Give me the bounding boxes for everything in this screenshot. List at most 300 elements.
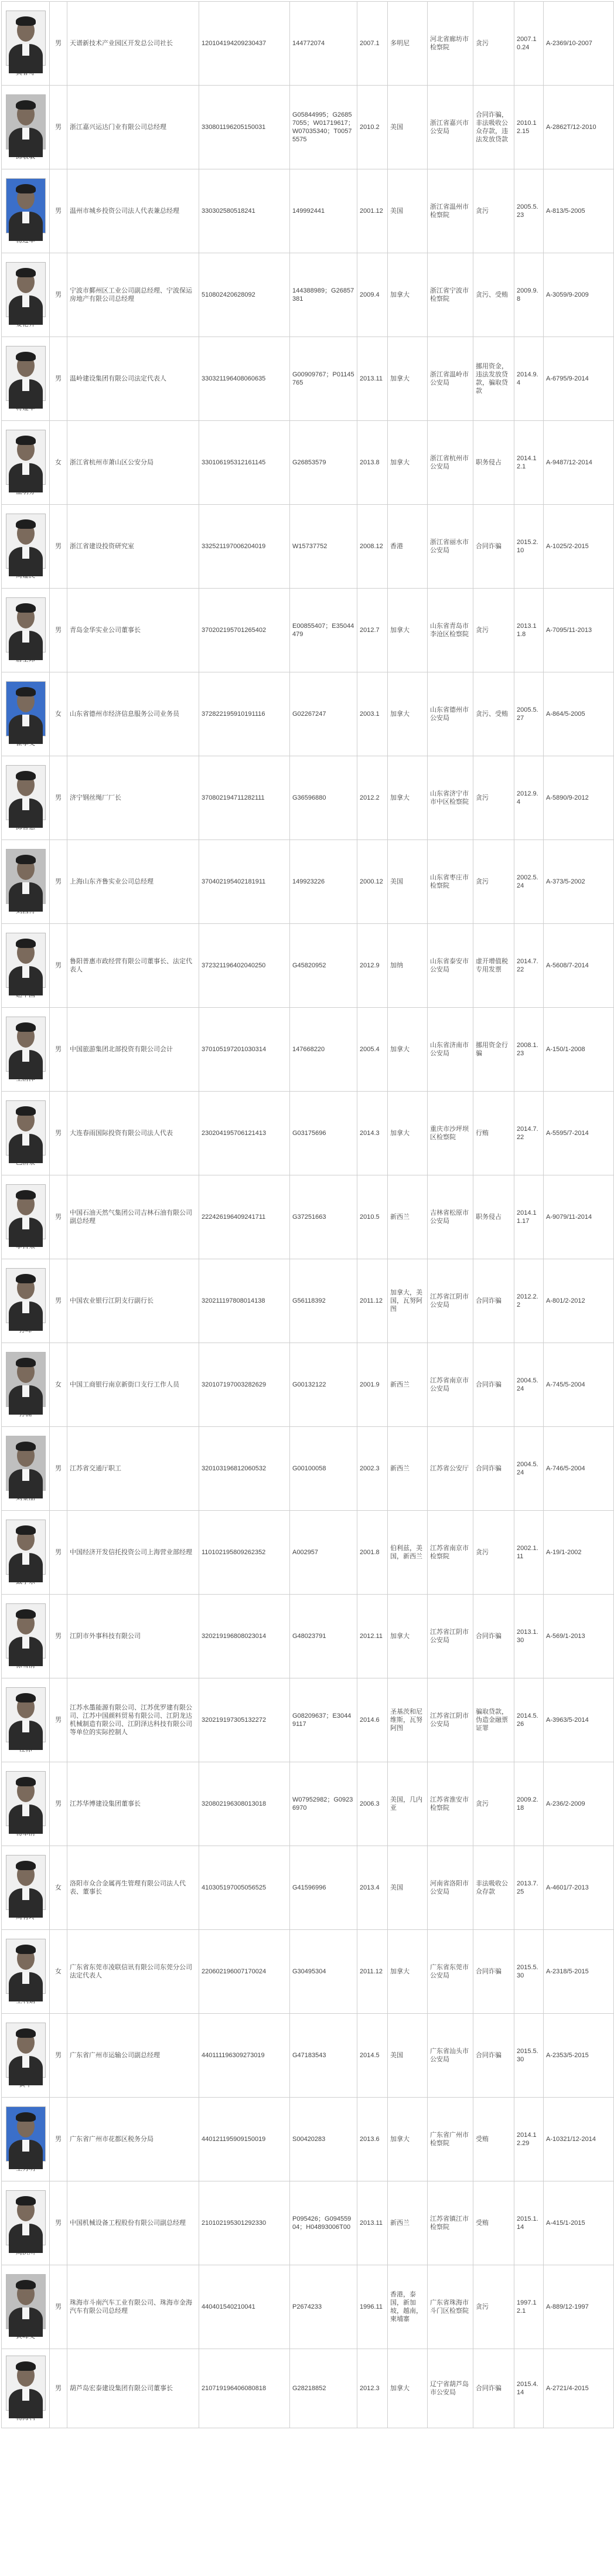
nationality-cell: 加拿大 bbox=[388, 589, 428, 672]
passport-issue-cell: 2010.2 bbox=[357, 86, 388, 169]
red-notice-number-cell: A-745/5-2004 bbox=[544, 1343, 614, 1427]
charge-cell: 非法吸收公众存款 bbox=[473, 1846, 514, 1930]
table-row bbox=[2, 505, 614, 589]
passport-cell: S00420283 bbox=[290, 2098, 357, 2181]
issue-date-cell: 2009.2.18 bbox=[514, 1762, 544, 1846]
passport-issue-cell: 2006.3 bbox=[357, 1762, 388, 1846]
passport-issue-cell: 2013.8 bbox=[357, 421, 388, 505]
nationality-cell: 香港 bbox=[388, 505, 428, 589]
passport-issue-cell: 2009.4 bbox=[357, 253, 388, 337]
nationality-cell: 加拿大 bbox=[388, 672, 428, 756]
passport-cell: P2674233 bbox=[290, 2265, 357, 2349]
red-notice-number-cell: A-864/5-2005 bbox=[544, 672, 614, 756]
issuing-authority-cell: 江苏省江阴市公安局 bbox=[428, 1595, 473, 1678]
charge-cell: 职务侵占 bbox=[473, 421, 514, 505]
red-notice-number-cell: A-889/12-1997 bbox=[544, 2265, 614, 2349]
charge-cell: 贪污 bbox=[473, 589, 514, 672]
issuing-authority-cell: 山东省青岛市李沧区检察院 bbox=[428, 589, 473, 672]
sex-cell: 男 bbox=[50, 840, 67, 924]
passport-issue-cell: 2012.7 bbox=[357, 589, 388, 672]
issue-date-cell: 2005.5.27 bbox=[514, 672, 544, 756]
portrait-photo bbox=[6, 597, 46, 653]
portrait-photo bbox=[6, 514, 46, 569]
issue-date-cell: 2005.5.23 bbox=[514, 169, 544, 253]
table-row bbox=[2, 2098, 614, 2181]
issuing-authority-cell: 浙江省杭州市公安局 bbox=[428, 421, 473, 505]
passport-issue-cell: 2013.4 bbox=[357, 1846, 388, 1930]
sex-cell: 男 bbox=[50, 1175, 67, 1259]
organization-cell: 浙江省建设投资研究室 bbox=[67, 505, 199, 589]
table-row bbox=[2, 1511, 614, 1595]
nationality-cell: 加拿大 bbox=[388, 1595, 428, 1678]
portrait-photo bbox=[6, 1687, 46, 1742]
table-row bbox=[2, 86, 614, 169]
issuing-authority-cell: 山东省济宁市市中区检察院 bbox=[428, 756, 473, 840]
id-number-cell: 320211197808014138 bbox=[199, 1259, 290, 1343]
charge-cell: 贪污 bbox=[473, 840, 514, 924]
issuing-authority-cell: 广东省汕头市公安局 bbox=[428, 2014, 473, 2098]
passport-issue-cell: 2007.1 bbox=[357, 2, 388, 86]
sex-cell: 女 bbox=[50, 672, 67, 756]
fugitive-list bbox=[1, 1, 596, 2428]
id-number-cell: 320802196308013018 bbox=[199, 1762, 290, 1846]
sex-cell: 女 bbox=[50, 1930, 67, 2014]
passport-issue-cell: 2011.12 bbox=[357, 1259, 388, 1343]
charge-cell: 合同诈骗 bbox=[473, 1259, 514, 1343]
charge-cell: 挪用资金，违法发放贷款，骗取贷款 bbox=[473, 337, 514, 421]
charge-cell: 合同诈骗 bbox=[473, 1343, 514, 1427]
nationality-cell: 美国 bbox=[388, 840, 428, 924]
passport-cell: G37251663 bbox=[290, 1175, 357, 1259]
organization-cell: 广东省东莞市凌联信讯有限公司东莞分公司法定代表人 bbox=[67, 1930, 199, 2014]
passport-cell: G02267247 bbox=[290, 672, 357, 756]
red-notice-number-cell: A-2721/4-2015 bbox=[544, 2349, 614, 2428]
issuing-authority-cell: 浙江省宁波市检察院 bbox=[428, 253, 473, 337]
sex-cell: 男 bbox=[50, 2349, 67, 2428]
issuing-authority-cell: 广东省广州市检察院 bbox=[428, 2098, 473, 2181]
photo-cell bbox=[2, 2098, 50, 2181]
issue-date-cell: 2013.11.8 bbox=[514, 589, 544, 672]
red-notice-number-cell: A-5595/7-2014 bbox=[544, 1092, 614, 1175]
charge-cell: 受贿 bbox=[473, 2181, 514, 2265]
photo-cell bbox=[2, 2265, 50, 2349]
sex-cell: 男 bbox=[50, 2098, 67, 2181]
issue-date-cell: 2015.5.30 bbox=[514, 1930, 544, 2014]
sex-cell: 男 bbox=[50, 1678, 67, 1762]
charge-cell: 贪污、受贿 bbox=[473, 672, 514, 756]
photo-cell bbox=[2, 1678, 50, 1762]
issue-date-cell: 2015.1.14 bbox=[514, 2181, 544, 2265]
passport-cell: G30495304 bbox=[290, 1930, 357, 2014]
portrait-photo bbox=[6, 849, 46, 904]
organization-cell: 中国旅游集团北部投资有限公司会计 bbox=[67, 1008, 199, 1092]
passport-cell: 144388989；G26857381 bbox=[290, 253, 357, 337]
nationality-cell: 加纳 bbox=[388, 924, 428, 1008]
passport-issue-cell: 1996.11 bbox=[357, 2265, 388, 2349]
passport-issue-cell: 2010.5 bbox=[357, 1175, 388, 1259]
sex-cell: 男 bbox=[50, 1008, 67, 1092]
issue-date-cell: 2014.7.22 bbox=[514, 924, 544, 1008]
organization-cell: 温岭建设集团有限公司法定代表人 bbox=[67, 337, 199, 421]
organization-cell: 江阴市外事科技有限公司 bbox=[67, 1595, 199, 1678]
photo-cell bbox=[2, 589, 50, 672]
passport-issue-cell: 2013.11 bbox=[357, 337, 388, 421]
table-body bbox=[2, 2, 614, 2428]
nationality-cell: 新西兰 bbox=[388, 1175, 428, 1259]
charge-cell: 贪污 bbox=[473, 2265, 514, 2349]
red-notice-number-cell: A-373/5-2002 bbox=[544, 840, 614, 924]
organization-cell: 葫芦岛宏泰建设集团有限公司董事长 bbox=[67, 2349, 199, 2428]
id-number-cell: 210102195301292330 bbox=[199, 2181, 290, 2265]
portrait-photo bbox=[6, 1017, 46, 1072]
portrait-photo bbox=[6, 1603, 46, 1659]
issue-date-cell: 2013.7.25 bbox=[514, 1846, 544, 1930]
id-number-cell: 370202195701265402 bbox=[199, 589, 290, 672]
sex-cell: 女 bbox=[50, 1343, 67, 1427]
photo-cell bbox=[2, 1343, 50, 1427]
issue-date-cell: 2015.5.30 bbox=[514, 2014, 544, 2098]
passport-cell: G08209637；E30449117 bbox=[290, 1678, 357, 1762]
passport-cell: G03175696 bbox=[290, 1092, 357, 1175]
passport-cell: G28218852 bbox=[290, 2349, 357, 2428]
red-notice-number-cell: A-569/1-2013 bbox=[544, 1595, 614, 1678]
id-number-cell: 372822195910191116 bbox=[199, 672, 290, 756]
photo-cell bbox=[2, 840, 50, 924]
portrait-photo bbox=[6, 2023, 46, 2078]
issue-date-cell: 2007.10.24 bbox=[514, 2, 544, 86]
organization-cell: 上海山东齐鲁实业公司总经理 bbox=[67, 840, 199, 924]
portrait-photo bbox=[6, 94, 46, 149]
red-notice-number-cell: A-5608/7-2014 bbox=[544, 924, 614, 1008]
nationality-cell: 加拿大 bbox=[388, 2349, 428, 2428]
organization-cell: 江苏省交通厅职工 bbox=[67, 1427, 199, 1511]
sex-cell: 男 bbox=[50, 2014, 67, 2098]
portrait-photo bbox=[6, 1268, 46, 1323]
issuing-authority-cell: 浙江省温岭市公安局 bbox=[428, 337, 473, 421]
nationality-cell: 加拿大 bbox=[388, 1092, 428, 1175]
passport-issue-cell: 2001.9 bbox=[357, 1343, 388, 1427]
sex-cell: 男 bbox=[50, 2181, 67, 2265]
nationality-cell: 加拿大 bbox=[388, 421, 428, 505]
passport-issue-cell: 2000.12 bbox=[357, 840, 388, 924]
red-notice-number-cell: A-2353/5-2015 bbox=[544, 2014, 614, 2098]
table-row bbox=[2, 421, 614, 505]
id-number-cell: 210719196406080818 bbox=[199, 2349, 290, 2428]
issuing-authority-cell: 河南省洛阳市公安局 bbox=[428, 1846, 473, 1930]
organization-cell: 宁波市鄞州区工业公司副总经理、宁波保运房地产有限公司总经理 bbox=[67, 253, 199, 337]
issuing-authority-cell: 江苏省公安厅 bbox=[428, 1427, 473, 1511]
charge-cell: 贪污、受贿 bbox=[473, 253, 514, 337]
issue-date-cell: 2010.12.15 bbox=[514, 86, 544, 169]
sex-cell: 男 bbox=[50, 589, 67, 672]
table-row bbox=[2, 253, 614, 337]
nationality-cell: 加拿大 bbox=[388, 253, 428, 337]
nationality-cell: 加拿大 bbox=[388, 756, 428, 840]
charge-cell: 虚开增值税专用发票 bbox=[473, 924, 514, 1008]
organization-cell: 温州市城乡投资公司法人代表兼总经理 bbox=[67, 169, 199, 253]
charge-cell: 贪污 bbox=[473, 1511, 514, 1595]
portrait-photo bbox=[6, 2274, 46, 2329]
sex-cell: 男 bbox=[50, 1762, 67, 1846]
issuing-authority-cell: 山东省枣庄市检察院 bbox=[428, 840, 473, 924]
photo-cell bbox=[2, 1511, 50, 1595]
table-row bbox=[2, 924, 614, 1008]
passport-issue-cell: 2012.9 bbox=[357, 924, 388, 1008]
red-notice-number-cell: A-4601/7-2013 bbox=[544, 1846, 614, 1930]
id-number-cell: 222426196409241711 bbox=[199, 1175, 290, 1259]
issuing-authority-cell: 浙江省温州市检察院 bbox=[428, 169, 473, 253]
sex-cell: 男 bbox=[50, 253, 67, 337]
passport-cell: A002957 bbox=[290, 1511, 357, 1595]
sex-cell: 男 bbox=[50, 1511, 67, 1595]
sex-cell: 男 bbox=[50, 1259, 67, 1343]
red-notice-number-cell: A-3963/5-2014 bbox=[544, 1678, 614, 1762]
id-number-cell: 330106195312161145 bbox=[199, 421, 290, 505]
charge-cell: 贪污 bbox=[473, 1762, 514, 1846]
photo-cell bbox=[2, 1259, 50, 1343]
passport-cell: W07952982；G09236970 bbox=[290, 1762, 357, 1846]
portrait-photo bbox=[6, 765, 46, 820]
organization-cell: 中国石油天然气集团公司吉林石油有限公司副总经理 bbox=[67, 1175, 199, 1259]
passport-cell: G00909767；P01145765 bbox=[290, 337, 357, 421]
portrait-photo bbox=[6, 346, 46, 401]
photo-cell bbox=[2, 1846, 50, 1930]
id-number-cell: 332521197006204019 bbox=[199, 505, 290, 589]
organization-cell: 广东省广州市运输公司副总经理 bbox=[67, 2014, 199, 2098]
charge-cell: 合同诈骗 bbox=[473, 2349, 514, 2428]
issue-date-cell: 2014.12.29 bbox=[514, 2098, 544, 2181]
nationality-cell: 新西兰 bbox=[388, 2181, 428, 2265]
photo-cell bbox=[2, 1092, 50, 1175]
nationality-cell: 加拿大 bbox=[388, 1930, 428, 2014]
red-notice-number-cell: A-236/2-2009 bbox=[544, 1762, 614, 1846]
issue-date-cell: 2014.11.17 bbox=[514, 1175, 544, 1259]
issue-date-cell: 2002.1.11 bbox=[514, 1511, 544, 1595]
red-notice-number-cell: A-2369/10-2007 bbox=[544, 2, 614, 86]
table-row bbox=[2, 1427, 614, 1511]
table-row bbox=[2, 1678, 614, 1762]
sex-cell: 男 bbox=[50, 2, 67, 86]
sex-cell: 女 bbox=[50, 421, 67, 505]
issue-date-cell: 2014.7.22 bbox=[514, 1092, 544, 1175]
issuing-authority-cell: 吉林省松原市公安局 bbox=[428, 1175, 473, 1259]
charge-cell: 骗取贷款，伪造金融票证罪 bbox=[473, 1678, 514, 1762]
charge-cell: 合同诈骗 bbox=[473, 2014, 514, 2098]
red-notice-number-cell: A-5890/9-2012 bbox=[544, 756, 614, 840]
passport-issue-cell: 2014.5 bbox=[357, 2014, 388, 2098]
issuing-authority-cell: 山东省德州市公安局 bbox=[428, 672, 473, 756]
photo-cell bbox=[2, 1427, 50, 1511]
table-row bbox=[2, 1762, 614, 1846]
photo-cell bbox=[2, 1762, 50, 1846]
issue-date-cell: 2004.5.24 bbox=[514, 1343, 544, 1427]
table-row bbox=[2, 1175, 614, 1259]
issue-date-cell: 2009.9.8 bbox=[514, 253, 544, 337]
photo-cell bbox=[2, 337, 50, 421]
issue-date-cell: 1997.12.1 bbox=[514, 2265, 544, 2349]
table-row bbox=[2, 589, 614, 672]
passport-cell: G48023791 bbox=[290, 1595, 357, 1678]
portrait-photo bbox=[6, 11, 46, 66]
organization-cell: 中国经济开发信托投资公司上海营业部经理 bbox=[67, 1511, 199, 1595]
passport-cell: 144772074 bbox=[290, 2, 357, 86]
id-number-cell: 370802194711282111 bbox=[199, 756, 290, 840]
photo-cell bbox=[2, 756, 50, 840]
table-row bbox=[2, 2265, 614, 2349]
organization-cell: 江苏华博建设集团董事长 bbox=[67, 1762, 199, 1846]
passport-issue-cell: 2008.12 bbox=[357, 505, 388, 589]
issue-date-cell: 2008.1.23 bbox=[514, 1008, 544, 1092]
id-number-cell: 120104194209230437 bbox=[199, 2, 290, 86]
passport-issue-cell: 2012.11 bbox=[357, 1595, 388, 1678]
issuing-authority-cell: 浙江省嘉兴市公安局 bbox=[428, 86, 473, 169]
passport-issue-cell: 2014.6 bbox=[357, 1678, 388, 1762]
table-row bbox=[2, 2014, 614, 2098]
portrait-photo bbox=[6, 1520, 46, 1575]
photo-cell bbox=[2, 1175, 50, 1259]
photo-cell bbox=[2, 672, 50, 756]
nationality-cell: 新西兰 bbox=[388, 1343, 428, 1427]
photo-cell bbox=[2, 86, 50, 169]
passport-cell: G56118392 bbox=[290, 1259, 357, 1343]
nationality-cell: 美国 bbox=[388, 86, 428, 169]
red-notice-number-cell: A-746/5-2004 bbox=[544, 1427, 614, 1511]
id-number-cell: 230204195706121413 bbox=[199, 1092, 290, 1175]
passport-cell: W15737752 bbox=[290, 505, 357, 589]
portrait-photo bbox=[6, 2190, 46, 2245]
id-number-cell: 372321196402040250 bbox=[199, 924, 290, 1008]
table-row bbox=[2, 2181, 614, 2265]
passport-cell: G47183543 bbox=[290, 2014, 357, 2098]
nationality-cell: 美国 bbox=[388, 2014, 428, 2098]
sex-cell: 男 bbox=[50, 86, 67, 169]
id-number-cell: 220602196007170024 bbox=[199, 1930, 290, 2014]
issuing-authority-cell: 江苏省南京市检察院 bbox=[428, 1511, 473, 1595]
portrait-photo bbox=[6, 1100, 46, 1156]
id-number-cell: 330321196408060635 bbox=[199, 337, 290, 421]
charge-cell: 合同诈骗 bbox=[473, 505, 514, 589]
passport-issue-cell: 2005.4 bbox=[357, 1008, 388, 1092]
id-number-cell: 410305197005056525 bbox=[199, 1846, 290, 1930]
id-number-cell: 330801196205150031 bbox=[199, 86, 290, 169]
issue-date-cell: 2012.9.4 bbox=[514, 756, 544, 840]
issuing-authority-cell: 山东省济南市公安局 bbox=[428, 1008, 473, 1092]
charge-cell: 合同诈骗 bbox=[473, 1930, 514, 2014]
sex-cell: 男 bbox=[50, 2265, 67, 2349]
organization-cell: 青岛金华实业公司董事长 bbox=[67, 589, 199, 672]
organization-cell: 大连春雨国际投资有限公司法人代表 bbox=[67, 1092, 199, 1175]
charge-cell: 贪污 bbox=[473, 169, 514, 253]
table-row bbox=[2, 2349, 614, 2428]
charge-cell: 贪污 bbox=[473, 2, 514, 86]
nationality-cell: 香港，泰国，新加坡，越南，柬埔寨 bbox=[388, 2265, 428, 2349]
portrait-photo bbox=[6, 1184, 46, 1239]
table-row bbox=[2, 840, 614, 924]
sex-cell: 女 bbox=[50, 1846, 67, 1930]
passport-issue-cell: 2001.12 bbox=[357, 169, 388, 253]
passport-cell: G00100058 bbox=[290, 1427, 357, 1511]
issue-date-cell: 2014.12.1 bbox=[514, 421, 544, 505]
photo-cell bbox=[2, 2349, 50, 2428]
nationality-cell: 加拿大 bbox=[388, 1008, 428, 1092]
id-number-cell: 330302580518241 bbox=[199, 169, 290, 253]
photo-cell bbox=[2, 2181, 50, 2265]
photo-cell bbox=[2, 2, 50, 86]
photo-cell bbox=[2, 1595, 50, 1678]
id-number-cell: 370402195402181911 bbox=[199, 840, 290, 924]
nationality-cell: 美国 bbox=[388, 169, 428, 253]
issuing-authority-cell: 江苏省南京市公安局 bbox=[428, 1343, 473, 1427]
red-notice-number-cell: A-801/2-2012 bbox=[544, 1259, 614, 1343]
passport-issue-cell: 2002.3 bbox=[357, 1427, 388, 1511]
issuing-authority-cell: 江苏省江阴市公安局 bbox=[428, 1259, 473, 1343]
photo-cell bbox=[2, 421, 50, 505]
table-row bbox=[2, 1092, 614, 1175]
organization-cell: 浙江嘉兴运达门业有限公司总经理 bbox=[67, 86, 199, 169]
nationality-cell: 美国 bbox=[388, 1846, 428, 1930]
issuing-authority-cell: 河北省廊坊市检察院 bbox=[428, 2, 473, 86]
organization-cell: 洛阳市众合金属再生管理有限公司法人代表、董事长 bbox=[67, 1846, 199, 1930]
passport-cell: 149923226 bbox=[290, 840, 357, 924]
sex-cell: 男 bbox=[50, 924, 67, 1008]
portrait-photo bbox=[6, 1855, 46, 1910]
charge-cell: 职务侵占 bbox=[473, 1175, 514, 1259]
issue-date-cell: 2013.1.30 bbox=[514, 1595, 544, 1678]
id-number-cell: 370105197201030314 bbox=[199, 1008, 290, 1092]
photo-cell bbox=[2, 253, 50, 337]
portrait-photo bbox=[6, 1939, 46, 1994]
nationality-cell: 新西兰 bbox=[388, 1427, 428, 1511]
table-row bbox=[2, 169, 614, 253]
red-notice-number-cell: A-415/1-2015 bbox=[544, 2181, 614, 2265]
red-notice-number-cell: A-19/1-2002 bbox=[544, 1511, 614, 1595]
charge-cell: 合同诈骗 bbox=[473, 1595, 514, 1678]
nationality-cell: 圣基茨和尼维斯，瓦努阿图 bbox=[388, 1678, 428, 1762]
portrait-photo bbox=[6, 262, 46, 317]
issuing-authority-cell: 山东省泰安市公安局 bbox=[428, 924, 473, 1008]
red-notice-number-cell: A-10321/12-2014 bbox=[544, 2098, 614, 2181]
passport-issue-cell: 2003.1 bbox=[357, 672, 388, 756]
portrait-photo bbox=[6, 681, 46, 736]
nationality-cell: 多明尼 bbox=[388, 2, 428, 86]
sex-cell: 男 bbox=[50, 505, 67, 589]
sex-cell: 男 bbox=[50, 1427, 67, 1511]
organization-cell: 鲁阳普惠市政经营有限公司董事长、法定代表人 bbox=[67, 924, 199, 1008]
table-row bbox=[2, 1008, 614, 1092]
id-number-cell: 510802420628092 bbox=[199, 253, 290, 337]
organization-cell: 天谱新技术产业园区开发总公司社长 bbox=[67, 2, 199, 86]
red-notice-number-cell: A-150/1-2008 bbox=[544, 1008, 614, 1092]
organization-cell: 江苏水墨能源有限公司、江苏优罗建有限公司、江苏中国颜料贸易有限公司、江阴龙达机械制造有限公司、江阴泽达科技有限公司等单位的实际控制人 bbox=[67, 1678, 199, 1762]
charge-cell: 贪污 bbox=[473, 756, 514, 840]
nationality-cell: 美国，几内亚 bbox=[388, 1762, 428, 1846]
issuing-authority-cell: 广东省东莞市公安局 bbox=[428, 1930, 473, 2014]
portrait-photo bbox=[6, 430, 46, 485]
id-number-cell: 110102195809262352 bbox=[199, 1511, 290, 1595]
red-notice-number-cell: A-9487/12-2014 bbox=[544, 421, 614, 505]
passport-cell: E00855407；E35044479 bbox=[290, 589, 357, 672]
red-notice-number-cell: A-813/5-2005 bbox=[544, 169, 614, 253]
issuing-authority-cell: 浙江省丽水市公安局 bbox=[428, 505, 473, 589]
nationality-cell: 加拿大，美国，瓦努阿图 bbox=[388, 1259, 428, 1343]
issuing-authority-cell: 江苏省镇江市检察院 bbox=[428, 2181, 473, 2265]
issuing-authority-cell: 江苏省淮安市检察院 bbox=[428, 1762, 473, 1846]
passport-issue-cell: 2014.3 bbox=[357, 1092, 388, 1175]
charge-cell: 受贿 bbox=[473, 2098, 514, 2181]
id-number-cell: 440401540210041 bbox=[199, 2265, 290, 2349]
issuing-authority-cell: 重庆市沙坪坝区检察院 bbox=[428, 1092, 473, 1175]
organization-cell: 中国农业银行江阴支行副行长 bbox=[67, 1259, 199, 1343]
